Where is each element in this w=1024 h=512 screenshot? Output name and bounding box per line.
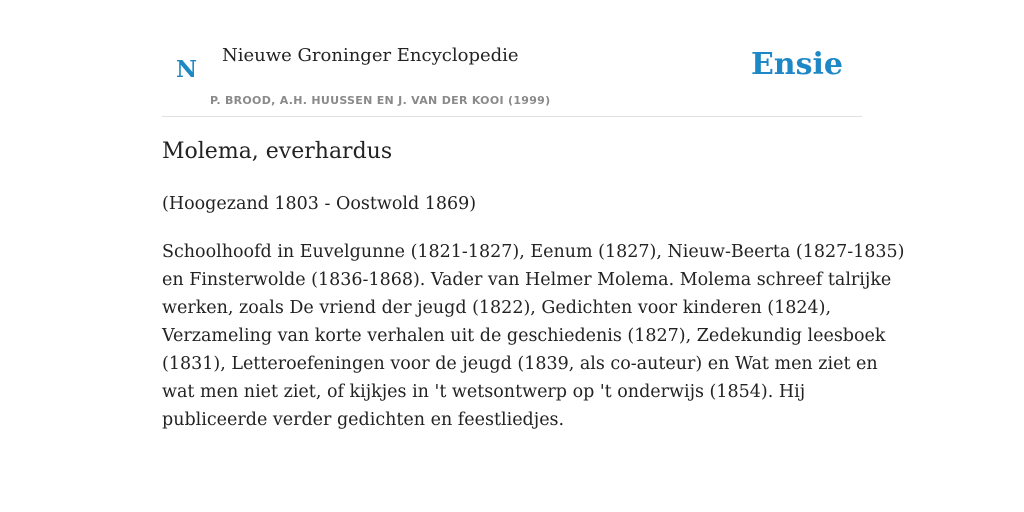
source-title[interactable]: Nieuwe Groninger Encyclopedie	[222, 45, 519, 66]
source-header	[162, 0, 862, 117]
entry-dates: (Hoogezand 1803 - Oostwold 1869)	[162, 194, 477, 214]
source-authors: P. BROOD, A.H. HUUSSEN EN J. VAN DER KOOI (1999)	[210, 94, 551, 107]
body-line: Verzameling van korte verhalen uit de geschiedenis (1827), Zedekundig leesboek	[162, 326, 886, 346]
body-line: wat men niet ziet, of kijkjes in 't wetsontwerp op 't onderwijs (1854). Hij	[162, 382, 806, 402]
body-line: publiceerde verder gedichten en feestliedjes.	[162, 410, 565, 430]
body-line: Schoolhoofd in Euvelgunne (1821-1827), Eenum (1827), Nieuw-Beerta (1827-1835)	[162, 242, 905, 262]
entry-title: Molema, everhardus	[162, 139, 393, 164]
body-line: (1831), Letteroefeningen voor de jeugd (1839, als co-auteur) en Wat men ziet en	[162, 354, 878, 374]
entry-body	[162, 238, 905, 434]
body-line: werken, zoals De vriend der jeugd (1822), Gedichten voor kinderen (1824),	[162, 298, 832, 318]
entry-page	[162, 0, 905, 430]
brand-logo[interactable]: Ensie	[750, 47, 843, 82]
source-letter-icon: N	[176, 56, 198, 83]
body-line: en Finsterwolde (1836-1868). Vader van Helmer Molema. Molema schreef talrijke	[162, 270, 892, 290]
